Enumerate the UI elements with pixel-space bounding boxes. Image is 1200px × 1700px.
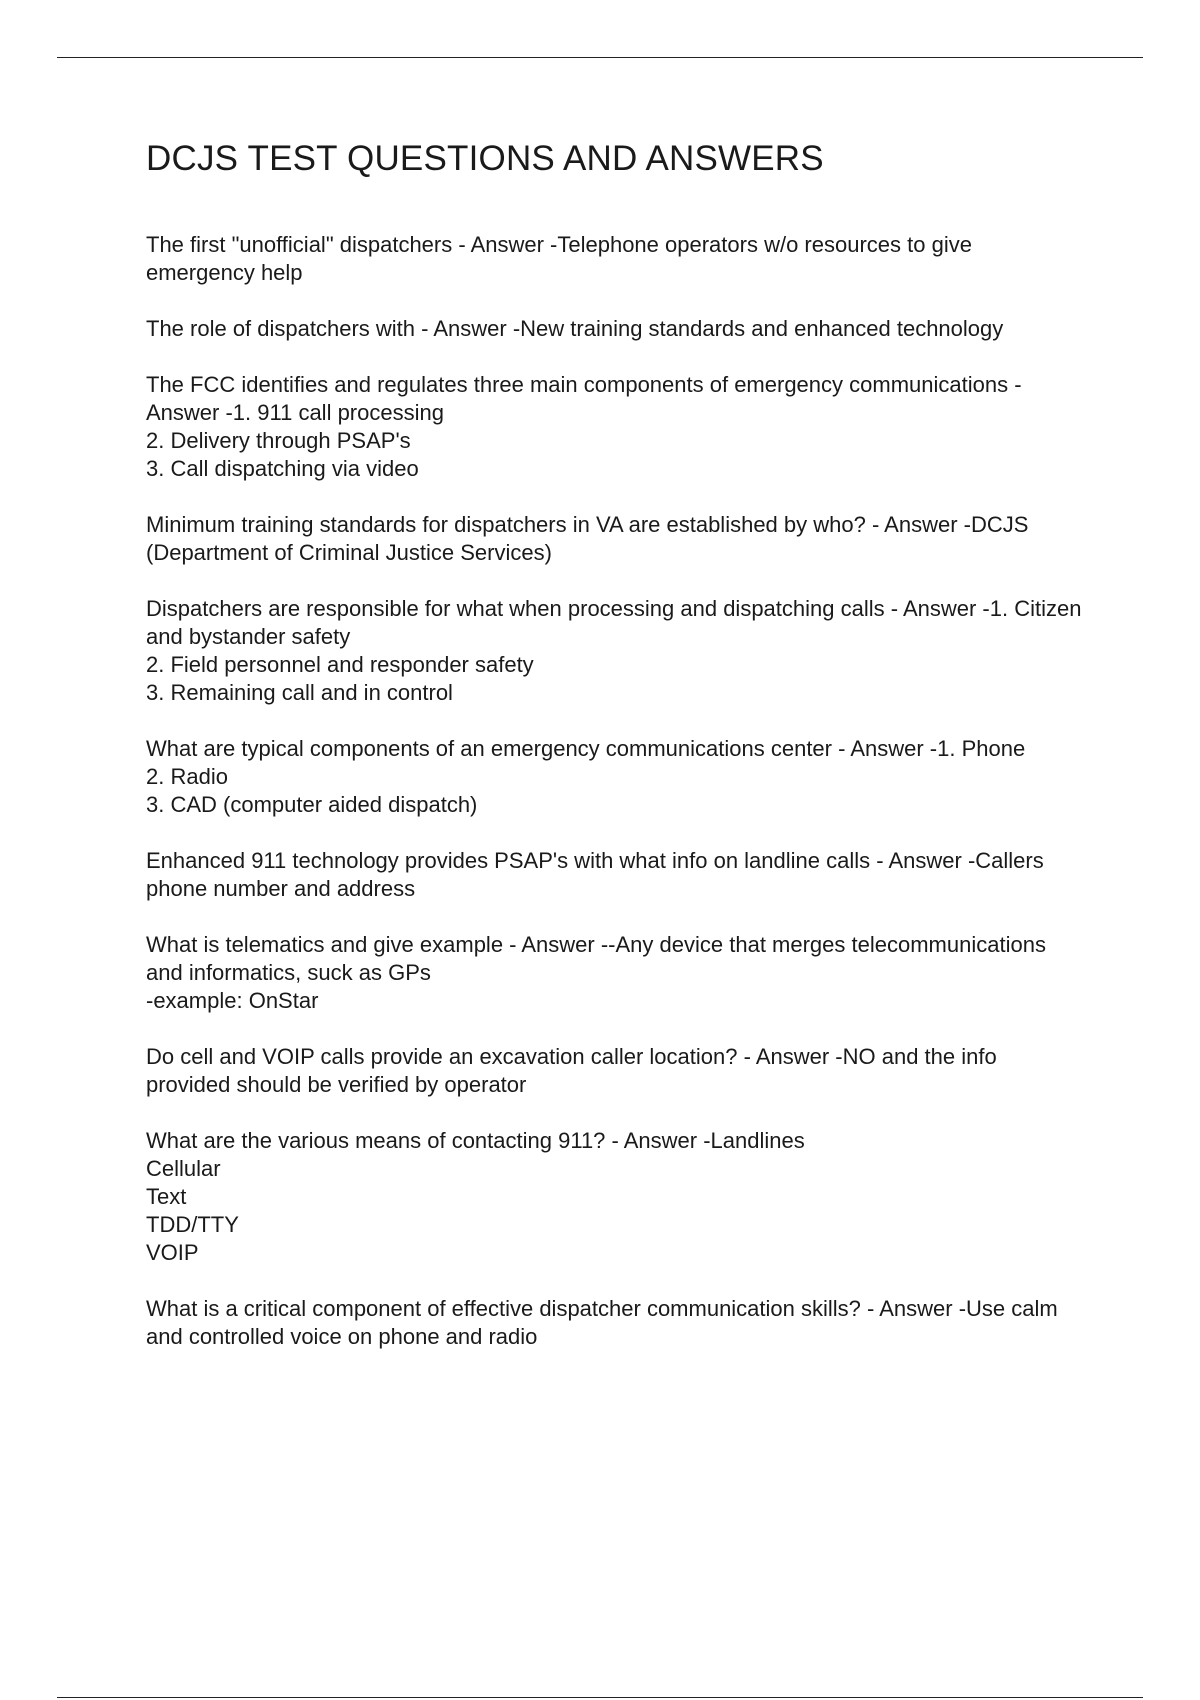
qa-text <box>146 511 1086 567</box>
qa-line: What is a critical component of effective dispatcher communication skills? - Answer -Use calm and controlled voice on phone and radio <box>146 1296 1058 1349</box>
qa-line: -example: OnStar <box>146 988 319 1013</box>
qa-text <box>146 371 1086 483</box>
qa-line: 3. Remaining call and in control <box>146 680 453 705</box>
qa-item <box>146 511 1086 567</box>
qa-list <box>146 231 1086 1351</box>
qa-text <box>146 931 1086 1015</box>
qa-text <box>146 595 1086 707</box>
bottom-rule <box>57 1697 1143 1698</box>
qa-line: What is telematics and give example - Answer --Any device that merges telecommunications and informatics, suck as GPs <box>146 932 1046 985</box>
qa-line: 3. Call dispatching via video <box>146 456 419 481</box>
qa-item <box>146 1127 1086 1267</box>
qa-item <box>146 315 1086 343</box>
qa-line: The role of dispatchers with - Answer -New training standards and enhanced technology <box>146 316 1004 341</box>
document-body <box>146 138 1086 1379</box>
qa-text <box>146 315 1086 343</box>
qa-text <box>146 1127 1086 1267</box>
qa-line: The first "unofficial" dispatchers - Answer -Telephone operators w/o resources to give emergency help <box>146 232 972 285</box>
qa-line: TDD/TTY <box>146 1212 239 1237</box>
qa-line: 2. Field personnel and responder safety <box>146 652 534 677</box>
qa-line: Dispatchers are responsible for what when processing and dispatching calls - Answer -1. Citizen and bystander safety <box>146 596 1082 649</box>
qa-text <box>146 231 1086 287</box>
qa-line: Text <box>146 1184 187 1209</box>
qa-text <box>146 1295 1086 1351</box>
qa-line: 3. CAD (computer aided dispatch) <box>146 792 478 817</box>
qa-line: Do cell and VOIP calls provide an excavation caller location? - Answer -NO and the info provided should be verified by operator <box>146 1044 997 1097</box>
qa-item <box>146 931 1086 1015</box>
qa-text <box>146 1043 1086 1099</box>
top-rule <box>57 57 1143 58</box>
qa-item <box>146 847 1086 903</box>
qa-line: The FCC identifies and regulates three main components of emergency communications - Answer -1. 911 call processing <box>146 372 1022 425</box>
qa-item <box>146 595 1086 707</box>
qa-item <box>146 231 1086 287</box>
qa-line: 2. Radio <box>146 764 228 789</box>
qa-line: What are the various means of contacting 911? - Answer -Landlines <box>146 1128 805 1153</box>
qa-line: VOIP <box>146 1240 199 1265</box>
qa-line: Enhanced 911 technology provides PSAP's with what info on landline calls - Answer -Callers phone number and address <box>146 848 1044 901</box>
qa-item <box>146 1295 1086 1351</box>
qa-text <box>146 735 1086 819</box>
qa-line: Cellular <box>146 1156 221 1181</box>
qa-line: What are typical components of an emergency communications center - Answer -1. Phone <box>146 736 1026 761</box>
qa-item <box>146 735 1086 819</box>
qa-item <box>146 1043 1086 1099</box>
qa-item <box>146 371 1086 483</box>
qa-line: 2. Delivery through PSAP's <box>146 428 411 453</box>
page-title: DCJS TEST QUESTIONS AND ANSWERS <box>146 139 824 178</box>
qa-line: Minimum training standards for dispatchers in VA are established by who? - Answer -DCJS (Department of Criminal Justice Services) <box>146 512 1029 565</box>
qa-text <box>146 847 1086 903</box>
